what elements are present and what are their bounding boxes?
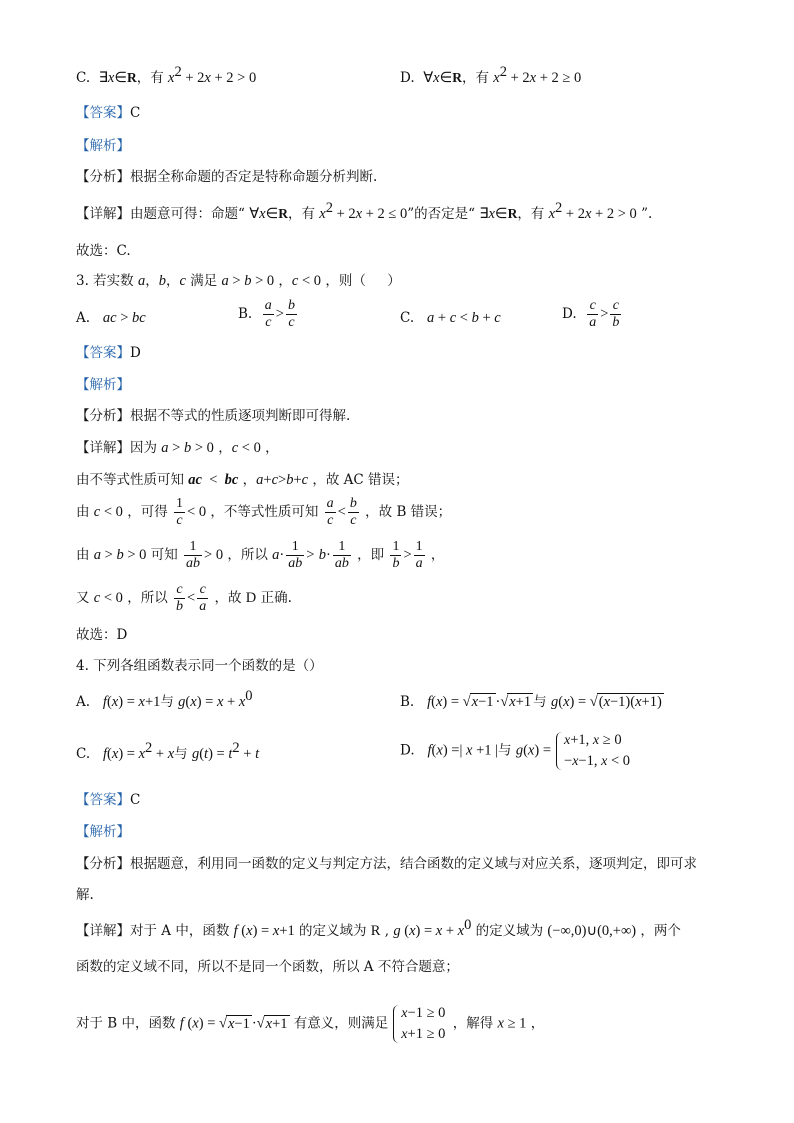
q2-conclusion: 故选：C.: [76, 243, 131, 259]
q4-option-d: D. f(x) =| x +1 |与 g(x) = x+1, x ≥ 0 −x−1, x < 0: [400, 730, 633, 772]
q3-jiexi: 【解析】: [76, 377, 130, 393]
q3-stem: 3. 若实数 a，b，c 满足 a > b > 0 ，c < 0 ，则（ ）: [76, 273, 401, 289]
q4-detail-a-2: 函数的定义域不同，所以不是同一个函数，所以 A 不符合题意；: [76, 959, 459, 975]
q4-option-c: C. $f(x) = x^2 + x$与 $g(t) = t^2 + t$: [76, 740, 260, 762]
answer-tag: 【答案】: [76, 105, 130, 121]
q3-option-b: B. $\frac{a}{c}$ > $\frac{b}{c}$: [238, 298, 295, 330]
q3-answer: 【答案】D: [76, 345, 141, 361]
q2-detail: 【详解】由题意可得：命题“ ∀x∈R，有 $x^2 + 2x + 2 \le 0$”的否定是“ ∃x∈R，有 $x^2 + 2x + 2 > 0$ ”.: [76, 200, 653, 222]
q3-detail-3: 由 c < 0 ，可得 $\frac{1}{c}$ < 0 ，不等式性质可知 $\frac{a}{c}$ < $\frac{b}{c}$ ，故 B 错误；: [76, 496, 452, 528]
q3-option-d: D. $\frac{c}{a}$ > $\frac{c}{b}$: [562, 298, 620, 330]
q2-answer: 【答案】C: [76, 105, 141, 121]
q4-stem: 4. 下列各组函数表示同一个函数的是（）: [76, 658, 323, 674]
q3-detail-2: 由不等式性质可知 ac < bc ，a+c>b+c ，故 AC 错误；: [76, 472, 409, 488]
q4-option-b: B. f(x) = √x−1 ·√x+1 与 g(x) = √(x−1)(x+1): [400, 694, 662, 710]
q2-option-c: C. ∃x∈R，有 $x^2 + 2x + 2 > 0$: [76, 64, 257, 86]
q2-jiexi: 【解析】: [76, 138, 130, 154]
q4-detail-a-1: 【详解】对于 A 中，函数 f (x) = x+1 的定义域为 R , g $(x) = x + x^0$ 的定义域为 (−∞,0)∪(0,+∞) ，两个: [76, 917, 681, 939]
q3-option-a: A. ac > bc: [76, 310, 146, 326]
q3-detail-4: 由 a > b > 0 可知 $\frac{1}{ab}$ > 0 ，所以 a· $\frac{1}{ab}$ > b· $\frac{1}{ab}$ ，即 $\frac{1}{b}$ > $\frac{1}{a}$ ，: [76, 539, 445, 571]
q4-analysis-2: 解.: [76, 887, 94, 903]
q4-option-a: A. f(x) = x+1与 $g(x) = x + x^0$: [76, 688, 253, 710]
q3-analysis: 【分析】根据不等式的性质逐项判断即可得解.: [76, 408, 351, 424]
q3-option-c: C. a + c < b + c: [400, 310, 501, 326]
q4-jiexi: 【解析】: [76, 824, 130, 840]
q2-analysis: 【分析】根据全称命题的否定是特称命题分析判断.: [76, 169, 378, 185]
q3-conclusion: 故选：D: [76, 627, 128, 643]
q2-option-d: D. ∀x∈R，有 $x^2 + 2x + 2 \ge 0$: [400, 64, 582, 86]
q3-detail-1: 【详解】因为 a > b > 0 ，c < 0 ，: [76, 440, 279, 456]
q3-detail-5: 又 c < 0 ，所以 $\frac{c}{b}$ < $\frac{c}{a}$ ，故 D 正确.: [76, 582, 292, 614]
q4-detail-b: 对于 B 中，函数 f (x) = √x−1 ·√x+1 有意义，则满足 x−1 ≥ 0 x+1 ≥ 0 ，解得 x ≥ 1 ，: [76, 1003, 544, 1045]
q4-analysis-1: 【分析】根据题意，利用同一函数的定义与判定方法，结合函数的定义域与对应关系，逐项判定，即可求: [76, 856, 697, 872]
q4-answer: 【答案】C: [76, 792, 141, 808]
